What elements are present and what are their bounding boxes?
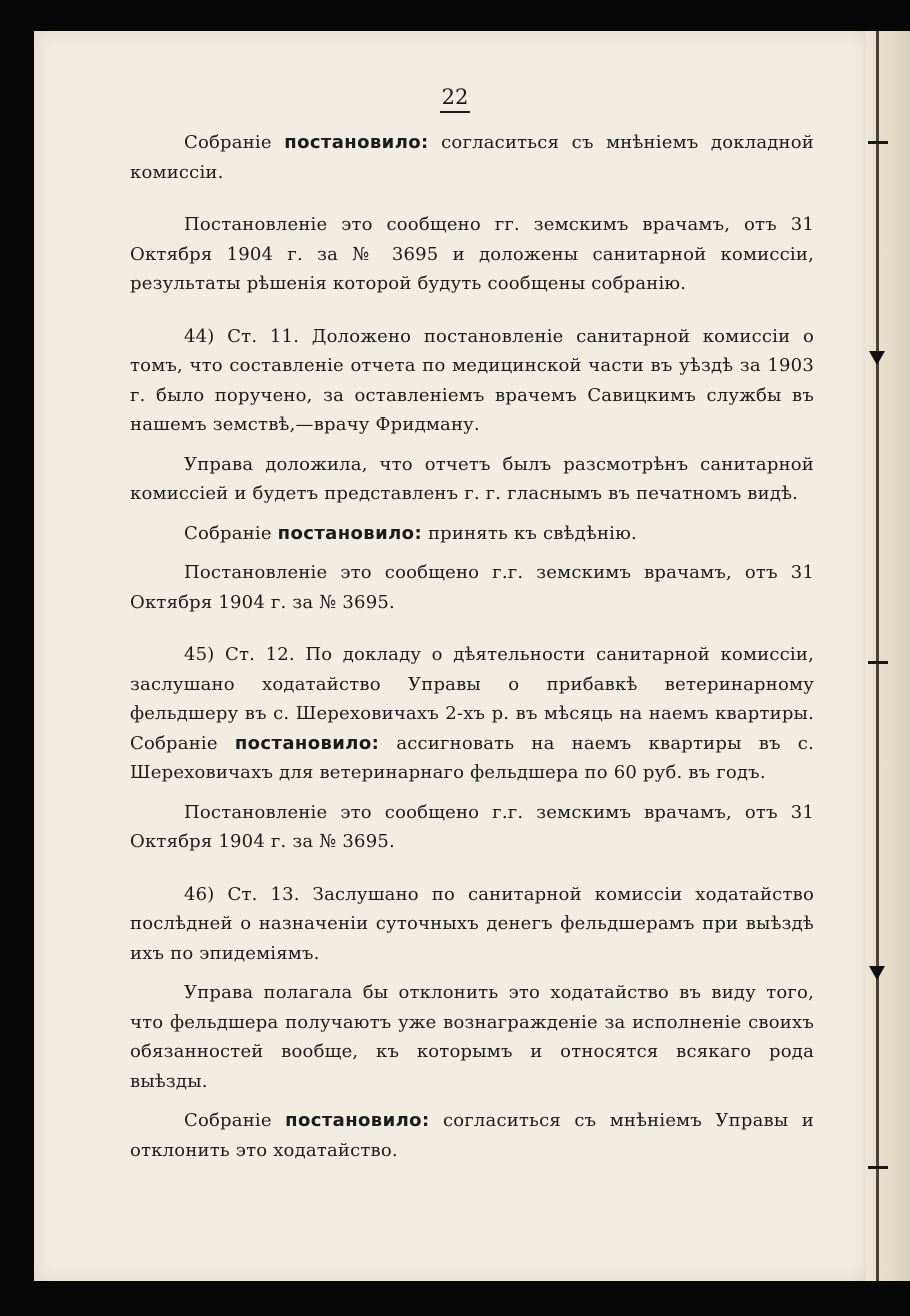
paragraph-text: Постановленіе это сообщено гг. земскимъ врачамъ, отъ 31 Октября 1904 г. за № 3695 и доложены санитарной комиссіи, результаты рѣшенія которой будуть сообщены собранію. (130, 214, 814, 294)
paragraph-text: принять къ свѣдѣнію. (422, 522, 637, 544)
paragraph-board-opinion (130, 978, 814, 1096)
page-number (0, 85, 910, 109)
resolution-keyword: постановило: (284, 132, 429, 153)
paragraph-text: Управа доложила, что отчетъ былъ разсмотрѣнъ санитарной комиссіей и будетъ представленъ г. г. гласнымъ въ печатномъ видѣ. (130, 453, 814, 504)
paragraph-notice-1 (130, 210, 814, 299)
paragraph-text: Постановленіе это сообщено г.г. земскимъ врачамъ, отъ 31 Октября 1904 г. за № 3695. (130, 562, 814, 613)
page-number-text: 22 (440, 85, 471, 113)
document-body (130, 128, 814, 1175)
binding-stitch (868, 141, 888, 144)
paragraph-text: 44) Ст. 11. Доложено постановленіе санитарной комиссіи о томъ, что составленіе отчета по медицинской части въ уѣздѣ за 1903 г. было поручено, за оставленіемъ врачемъ Савицкимъ службы въ нашемъ земствѣ,—врачу Фридману. (130, 325, 814, 435)
resolution-keyword: постановило: (277, 522, 423, 544)
paragraph-report (130, 450, 814, 509)
paragraph-notice-3 (130, 798, 814, 857)
paragraph-text: Управа полагала бы отклонить это ходатайство въ виду того, что фельдшера получаютъ уже вознагражденіе за исполненіе своихъ обязанностей вообще, къ которымъ и относятся всякаго рода выѣзды. (130, 982, 814, 1092)
binding-knot (869, 351, 885, 365)
binding-stitch (868, 661, 888, 664)
paragraph-text: Собраніе (184, 522, 278, 544)
paragraph-text: 46) Ст. 13. Заслушано по санитарной комиссіи ходатайство послѣдней о назначеніи суточныхъ денегъ фельдшерамъ при выѣздѣ ихъ по эпидеміямъ. (130, 883, 814, 964)
paragraph-text: согласиться съ мнѣніемъ докладной комиссіи. (130, 132, 814, 183)
paragraph-resolution-1 (130, 128, 814, 187)
paragraph-text: 45) Ст. 12. По докладу о дѣятельности санитарной комиссіи, заслушано ходатайство Управы о прибавкѣ ветеринарному фельдшеру въ с. Шереховичахъ 2-хъ р. въ мѣсяць на наемъ квартиры. Собраніе (130, 644, 814, 754)
resolution-keyword: постановило: (285, 1110, 430, 1131)
binding-stitch (868, 1166, 888, 1169)
book-binding (866, 31, 910, 1281)
paragraph-text: Собраніе (184, 1110, 286, 1131)
paragraph-item-46 (130, 880, 814, 969)
paragraph-notice-2 (130, 558, 814, 617)
binding-knot (869, 966, 885, 980)
paragraph-text: ассигновать на наемъ квартиры въ с. Шереховичахъ для ветеринарнаго фельдшера по 60 руб. въ годъ. (130, 732, 814, 783)
paragraph-item-45 (130, 640, 814, 788)
resolution-keyword: постановило: (234, 732, 380, 754)
paragraph-text: Собраніе (184, 132, 285, 153)
paragraph-text: Постановленіе это сообщено г.г. земскимъ врачамъ, отъ 31 Октября 1904 г. за № 3695. (130, 801, 814, 852)
paragraph-item-44 (130, 322, 814, 440)
binding-thread (876, 31, 879, 1281)
paragraph-resolution-3 (130, 1106, 814, 1165)
paragraph-resolution-2 (130, 519, 814, 549)
paragraph-text: согласиться съ мнѣніемъ Управы и отклонить это ходатайство. (130, 1110, 814, 1161)
